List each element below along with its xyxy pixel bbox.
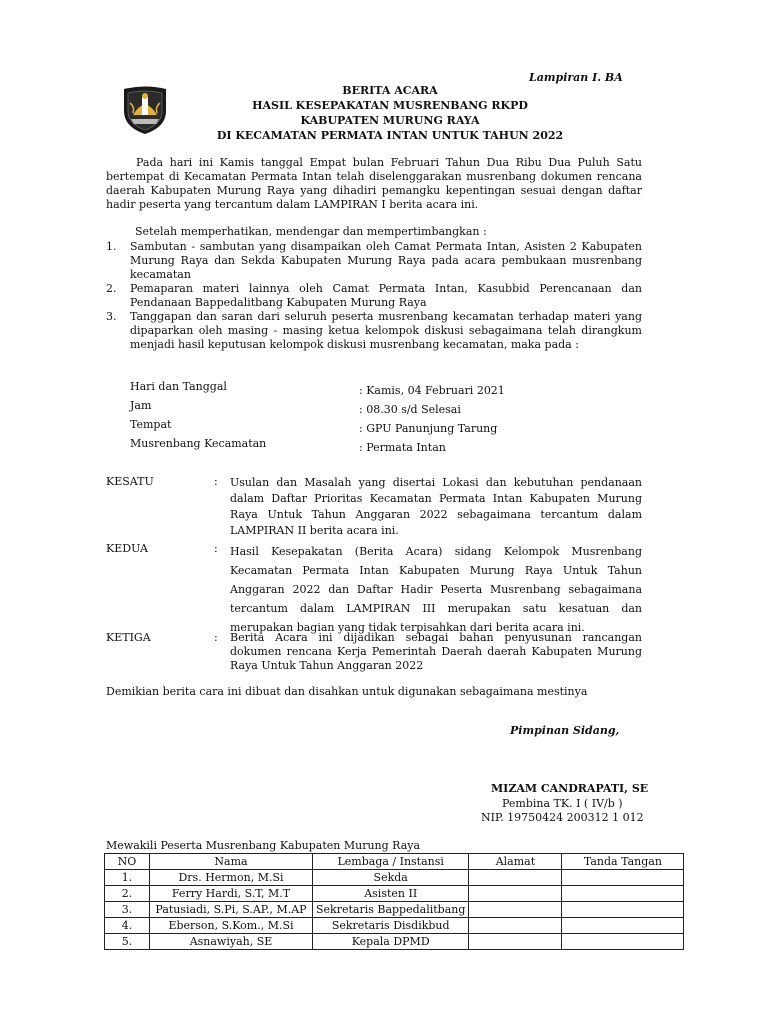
cell-address: [469, 870, 562, 886]
decision-colon: :: [214, 475, 218, 488]
table-row: [105, 902, 684, 918]
detail-label-district: Musrenbang Kecamatan: [130, 437, 267, 450]
decision-text-kesatu: Usulan dan Masalah yang disertai Lokasi dan kebutuhan pendanaan dalam Daftar Prioritas Kecamatan Permata Intan Kabupaten Murung Raya Untuk Tahun Anggaran 2022 sebagaimana tercantum dalam LAMPIRAN II berita acara ini.: [230, 476, 642, 537]
cell-name: Eberson, S.Kom., M.Si: [150, 918, 313, 934]
cell-institution: Kepala DPMD: [313, 934, 469, 950]
cell-no: 5.: [105, 934, 150, 950]
signature-name: MIZAM CANDRAPATI, SE: [491, 782, 649, 795]
detail-value-time: : 08.30 s/d Selesai: [359, 403, 461, 416]
table-row: [105, 870, 684, 886]
cell-no: 1.: [105, 870, 150, 886]
consideration-item: Pemaparan materi lainnya oleh Camat Permata Intan, Kasubbid Perencanaan dan Pendanaan Bappedalitbang Kabupaten Murung Raya: [130, 282, 642, 309]
detail-value-place: : GPU Panunjung Tarung: [359, 422, 498, 435]
header-no: NO: [105, 854, 150, 870]
header-institution: Lembaga / Instansi: [313, 854, 469, 870]
cell-institution: Asisten II: [313, 886, 469, 902]
table-row: [105, 918, 684, 934]
consideration-item: Sambutan - sambutan yang disampaikan oleh Camat Permata Intan, Asisten 2 Kabupaten Murung Raya dan Sekda Kabupaten Murung Raya pada acara pembukaan musrenbang kecamatan: [130, 240, 642, 281]
decision-colon: :: [214, 631, 218, 644]
detail-label-place: Tempat: [130, 418, 172, 431]
cell-institution: Sekretaris Bappedalitbang: [313, 902, 469, 918]
closing-statement: Demikian berita cara ini dibuat dan disahkan untuk digunakan sebagaimana mestinya: [106, 685, 588, 698]
table-row: [105, 934, 684, 950]
signature-role: Pimpinan Sidang,: [510, 724, 620, 737]
document-title-line-2: HASIL KESEPAKATAN MUSRENBANG RKPD: [252, 99, 528, 112]
document-title-line-4: DI KECAMATAN PERMATA INTAN UNTUK TAHUN 2022: [216, 129, 564, 142]
cell-address: [469, 902, 562, 918]
cell-no: 2.: [105, 886, 150, 902]
cell-no: 4.: [105, 918, 150, 934]
decision-colon: :: [214, 542, 218, 555]
cell-address: [469, 886, 562, 902]
table-row: [105, 886, 684, 902]
cell-signature: [562, 934, 684, 950]
document-title-line-1: BERITA ACARA: [342, 84, 438, 97]
cell-name: Drs. Hermon, M.Si: [150, 870, 313, 886]
decision-text-kedua: Hasil Kesepakatan (Berita Acara) sidang Kelompok Musrenbang Kecamatan Permata Intan Kabupaten Murung Raya Untuk Tahun Anggaran 2022 dan Daftar Hadir Peserta Musrenbang sebagaimana tercantum dalam LAMPIRAN III merupakan satu kesatuan dan merupakan bagian yang tidak terpisahkan dari berita acara ini.: [230, 545, 642, 634]
header-name: Nama: [150, 854, 313, 870]
decision-text-ketiga: Berita Acara ini dijadikan sebagai bahan penyusunan rancangan dokumen rencana Kerja Pemerintah Daerah daerah Kabupaten Murung Raya Untuk Tahun Anggaran 2022: [230, 631, 642, 672]
considerations-intro: Setelah memperhatikan, mendengar dan mempertimbangkan :: [135, 225, 487, 238]
detail-label-date: Hari dan Tanggal: [130, 380, 227, 393]
consideration-item: Tanggapan dan saran dari seluruh peserta musrenbang kecamatan terhadap materi yang dipaparkan oleh masing - masing ketua kelompok diskusi sebagaimana telah dirangkum menjadi hasil keputusan kelompok diskusi musrenbang kecamatan, maka pada :: [130, 310, 642, 351]
intro-paragraph: Pada hari ini Kamis tanggal Empat bulan Februari Tahun Dua Ribu Dua Puluh Satu bertempat di Kecamatan Permata Intan telah diselenggarakan musrenbang dokumen rencana daerah Kabupaten Murung Raya yang dihadiri pemangku kepentingan sesuai dengan daftar hadir peserta yang tercantum dalam LAMPIRAN I berita acara ini.: [106, 156, 642, 211]
cell-name: Patusiadi, S.Pi, S.AP., M.AP: [150, 902, 313, 918]
consideration-number: 1.: [106, 240, 117, 253]
decision-key-ketiga: KETIGA: [106, 631, 151, 644]
cell-address: [469, 934, 562, 950]
signature-rank: Pembina TK. I ( IV/b ): [502, 797, 623, 810]
document-title-line-3: KABUPATEN MURUNG RAYA: [300, 114, 480, 127]
cell-address: [469, 918, 562, 934]
cell-name: Ferry Hardi, S.T, M.T: [150, 886, 313, 902]
appendix-label: Lampiran I. BA: [529, 71, 623, 84]
cell-no: 3.: [105, 902, 150, 918]
cell-signature: [562, 886, 684, 902]
detail-value-date: : Kamis, 04 Februari 2021: [359, 384, 505, 397]
cell-institution: Sekretaris Disdikbud: [313, 918, 469, 934]
cell-signature: [562, 870, 684, 886]
detail-value-district: : Permata Intan: [359, 441, 446, 454]
table-caption: Mewakili Peserta Musrenbang Kabupaten Murung Raya: [106, 839, 421, 852]
header-signature: Tanda Tangan: [562, 854, 684, 870]
decision-key-kedua: KEDUA: [106, 542, 148, 555]
detail-label-time: Jam: [130, 399, 152, 412]
consideration-number: 3.: [106, 310, 117, 323]
table-header-row: [105, 854, 684, 870]
consideration-number: 2.: [106, 282, 117, 295]
signature-nip: NIP. 19750424 200312 1 012: [481, 811, 644, 824]
cell-name: Asnawiyah, SE: [150, 934, 313, 950]
header-address: Alamat: [469, 854, 562, 870]
cell-signature: [562, 902, 684, 918]
cell-signature: [562, 918, 684, 934]
attendance-table: [104, 853, 684, 950]
cell-institution: Sekda: [313, 870, 469, 886]
decision-key-kesatu: KESATU: [106, 475, 154, 488]
